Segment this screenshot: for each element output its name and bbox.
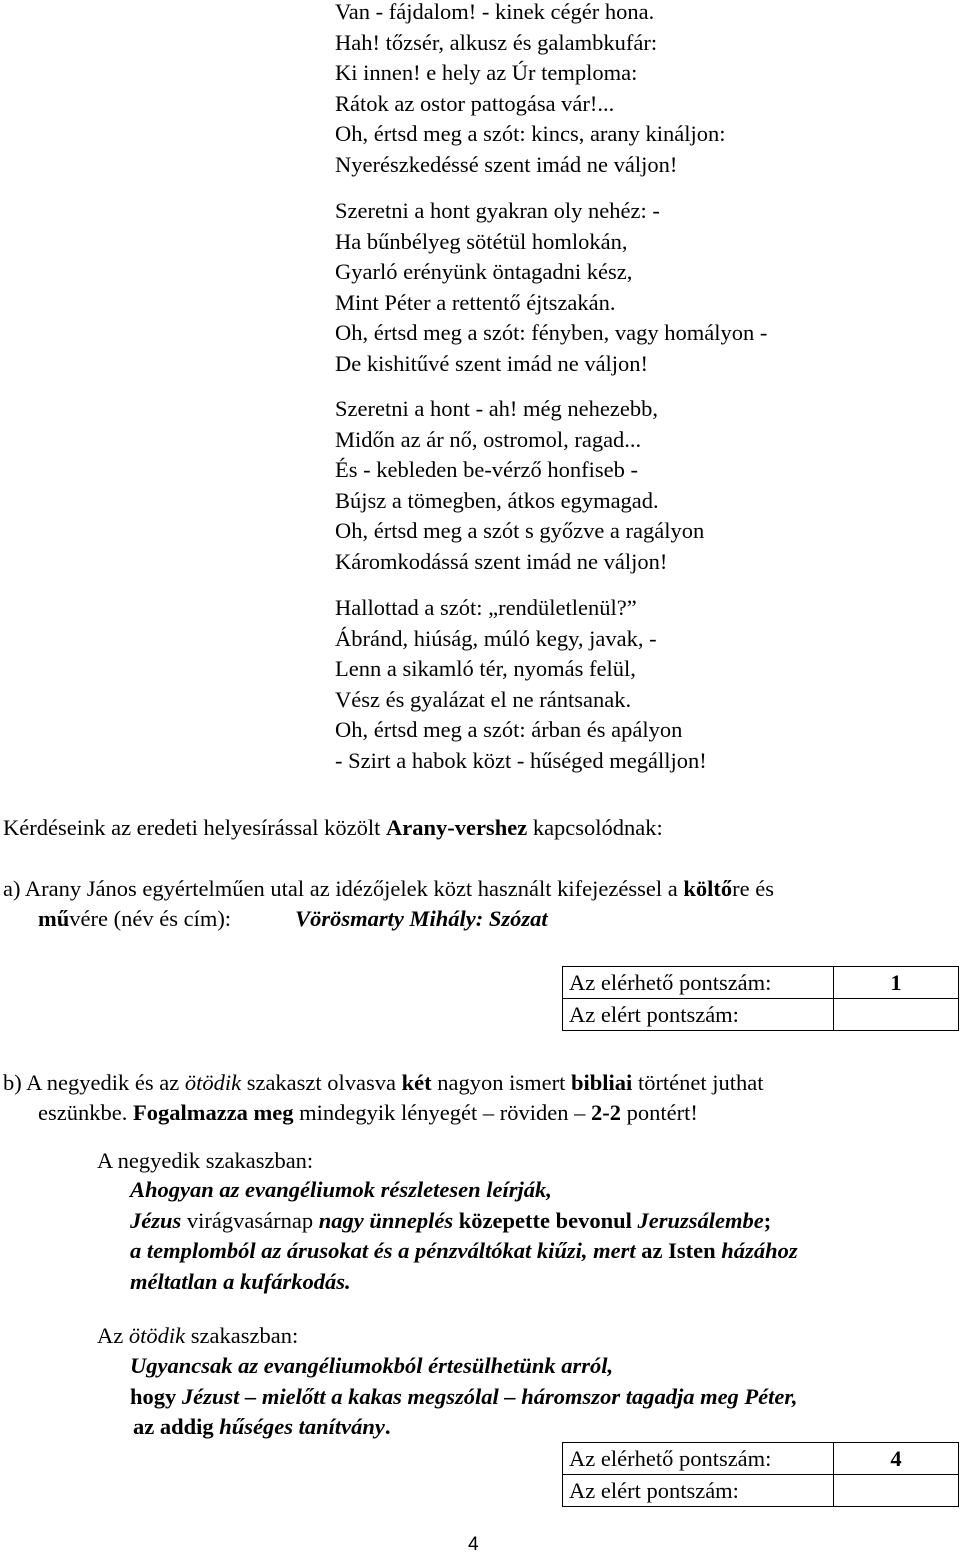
available-points-label: Az elérhető pontszám: bbox=[563, 1443, 834, 1475]
available-points-value: 4 bbox=[834, 1443, 959, 1475]
answer-line bbox=[130, 1236, 798, 1267]
poem-line: Ki innen! e hely az Úr temploma: bbox=[335, 60, 638, 85]
score-row-earned bbox=[563, 999, 959, 1031]
question-a-answer: Vörösmarty Mihály: Szózat bbox=[295, 906, 548, 931]
score-table-a bbox=[562, 966, 959, 1031]
question-a-bold: költő bbox=[683, 876, 733, 901]
poem-line: Lenn a sikamló tér, nyomás felül, bbox=[335, 656, 636, 681]
fourth-stanza-label: A negyedik szakaszban: bbox=[97, 1148, 314, 1173]
answer-text: Jeruzsálembe bbox=[631, 1207, 764, 1233]
poem-line: Bújsz a tömegben, átkos egymagad. bbox=[335, 487, 659, 513]
answer-text: a templomból az árusokat és a pénzváltókat kiűzi, mert bbox=[130, 1238, 642, 1263]
fifth-stanza-label bbox=[97, 1321, 298, 1351]
poem-line: Oh, értsd meg a szót: fényben, vagy homályon - bbox=[335, 320, 768, 345]
stanza bbox=[335, 196, 767, 379]
poem-line: De kishitűvé szent imád ne váljon! bbox=[335, 350, 649, 376]
question-b-bold: bibliai bbox=[571, 1070, 633, 1095]
question-b bbox=[3, 1068, 764, 1128]
answer-text: virágvasárnap bbox=[186, 1207, 314, 1233]
poem-line: Midőn az ár nő, ostromol, ragad... bbox=[335, 426, 642, 452]
poem-line: Ábránd, hiúság, múló kegy, javak, - bbox=[335, 625, 657, 651]
question-b-text: szakaszt olvasva bbox=[241, 1070, 402, 1095]
intro-after: kapcsolódnak: bbox=[527, 815, 663, 840]
poem-line: Oh, értsd meg a szót: árban és apályon bbox=[335, 717, 683, 742]
fifth-stanza-answer bbox=[130, 1351, 798, 1443]
poem-line: Rátok az ostor pattogása vár!... bbox=[335, 90, 615, 116]
answer-text: hogy bbox=[130, 1383, 182, 1409]
question-b-text: eszünkbe. bbox=[38, 1100, 133, 1125]
question-b-text: pontért! bbox=[620, 1100, 698, 1125]
poem-line: Nyerészkedéssé szent imád ne váljon! bbox=[335, 151, 678, 177]
poem-line: Hallottad a szót: „rendületlenül?” bbox=[335, 595, 637, 620]
question-b-text: b) A negyedik és az bbox=[3, 1070, 185, 1095]
poem-line: Szeretni a hont gyakran oly nehéz: - bbox=[335, 198, 660, 223]
answer-text: az Isten bbox=[641, 1238, 716, 1263]
score-table-b bbox=[562, 1442, 959, 1507]
intro-before: Kérdéseink az eredeti helyesírással közölt bbox=[3, 815, 386, 840]
answer-line: méltatlan a kufárkodás. bbox=[130, 1268, 351, 1294]
poem-line: Káromkodássá szent imád ne váljon! bbox=[335, 548, 668, 574]
intro-bold: Arany-vershez bbox=[385, 815, 528, 840]
answer-line: Ugyancsak az evangéliumokból értesülhetünk arról, bbox=[130, 1353, 614, 1378]
answer-line: Ahogyan az evangéliumok részletesen leírják, bbox=[130, 1177, 552, 1202]
question-b-line2 bbox=[3, 1098, 764, 1128]
answer-line bbox=[130, 1382, 798, 1413]
score-row-available bbox=[563, 967, 959, 999]
earned-points-label: Az elért pontszám: bbox=[563, 1475, 834, 1507]
earned-points-label: Az elért pontszám: bbox=[563, 999, 834, 1031]
poem-line: Van - fájdalom! - kinek cégér hona. bbox=[335, 0, 655, 24]
available-points-value: 1 bbox=[834, 967, 959, 999]
poem-line: Gyarló erényünk öntagadni kész, bbox=[335, 259, 633, 284]
page-number: 4 bbox=[468, 1534, 479, 1555]
question-b-bold: 2-2 bbox=[590, 1100, 621, 1125]
intro-text bbox=[3, 813, 663, 843]
question-a-text: vére (név és cím): bbox=[69, 906, 232, 931]
available-points-label: Az elérhető pontszám: bbox=[563, 967, 834, 999]
answer-text: nagy ünneplés bbox=[313, 1207, 459, 1233]
poem-line: Oh, értsd meg a szót: kincs, arany kináljon: bbox=[335, 121, 726, 146]
answer-text: közepette bevonul bbox=[458, 1207, 632, 1233]
label-text: szakaszban: bbox=[185, 1323, 299, 1348]
poem-line: Ha bűnbélyeg sötétül homlokán, bbox=[335, 228, 628, 254]
earned-points-input[interactable] bbox=[834, 999, 959, 1031]
poem-line: Mint Péter a rettentő éjtszakán. bbox=[335, 289, 616, 315]
question-b-text: történet juthat bbox=[632, 1070, 764, 1095]
stanza bbox=[335, 394, 704, 577]
question-b-text: nagyon ismert bbox=[431, 1070, 572, 1095]
earned-points-input[interactable] bbox=[834, 1475, 959, 1507]
question-b-text: mindegyik lényegét – röviden – bbox=[293, 1100, 591, 1125]
label-italic: ötödik bbox=[128, 1323, 186, 1348]
stanza bbox=[335, 593, 707, 776]
answer-text: az addig bbox=[133, 1414, 220, 1439]
stanza bbox=[335, 0, 726, 180]
answer-text: Jézust – mielőtt a kakas megszólal – háromszor tagadja meg Péter, bbox=[181, 1383, 798, 1409]
question-b-italic: ötödik bbox=[184, 1070, 242, 1095]
answer-text: ; bbox=[763, 1207, 772, 1233]
answer-text: hűséges tanítvány bbox=[219, 1414, 385, 1439]
poem-line: Hah! tőzsér, alkusz és galambkufár: bbox=[335, 29, 658, 55]
poem-line: - Szirt a habok közt - hűséged megálljon! bbox=[335, 747, 707, 773]
score-row-earned bbox=[563, 1475, 959, 1507]
poem-line: Oh, értsd meg a szót s győzve a ragályon bbox=[335, 518, 705, 543]
fourth-stanza-answer bbox=[130, 1175, 798, 1297]
question-a-line1 bbox=[3, 874, 774, 904]
question-b-bold: két bbox=[401, 1070, 432, 1095]
poem-line: Szeretni a hont - ah! még nehezebb, bbox=[335, 396, 658, 421]
question-b-line1 bbox=[3, 1068, 764, 1098]
answer-text: . bbox=[384, 1414, 391, 1439]
poem-line: És - kebleden be-vérző honfiseb - bbox=[335, 457, 639, 482]
question-a-line2 bbox=[3, 904, 774, 934]
poem-line: Vész és gyalázat el ne rántsanak. bbox=[335, 686, 632, 712]
question-b-bold: Fogalmazza meg bbox=[132, 1100, 294, 1125]
question-a-text: a) Arany János egyértelműen utal az idézőjelek közt használt kifejezéssel a bbox=[3, 876, 684, 901]
answer-line bbox=[130, 1206, 798, 1237]
answer-text: házához bbox=[715, 1238, 798, 1263]
question-a-bold: mű bbox=[38, 906, 70, 931]
question-a-text: re és bbox=[732, 876, 774, 901]
answer-line bbox=[130, 1412, 798, 1443]
question-a bbox=[3, 874, 774, 934]
label-text: Az bbox=[97, 1323, 129, 1348]
score-row-available bbox=[563, 1443, 959, 1475]
answer-text: Jézus bbox=[130, 1207, 187, 1233]
